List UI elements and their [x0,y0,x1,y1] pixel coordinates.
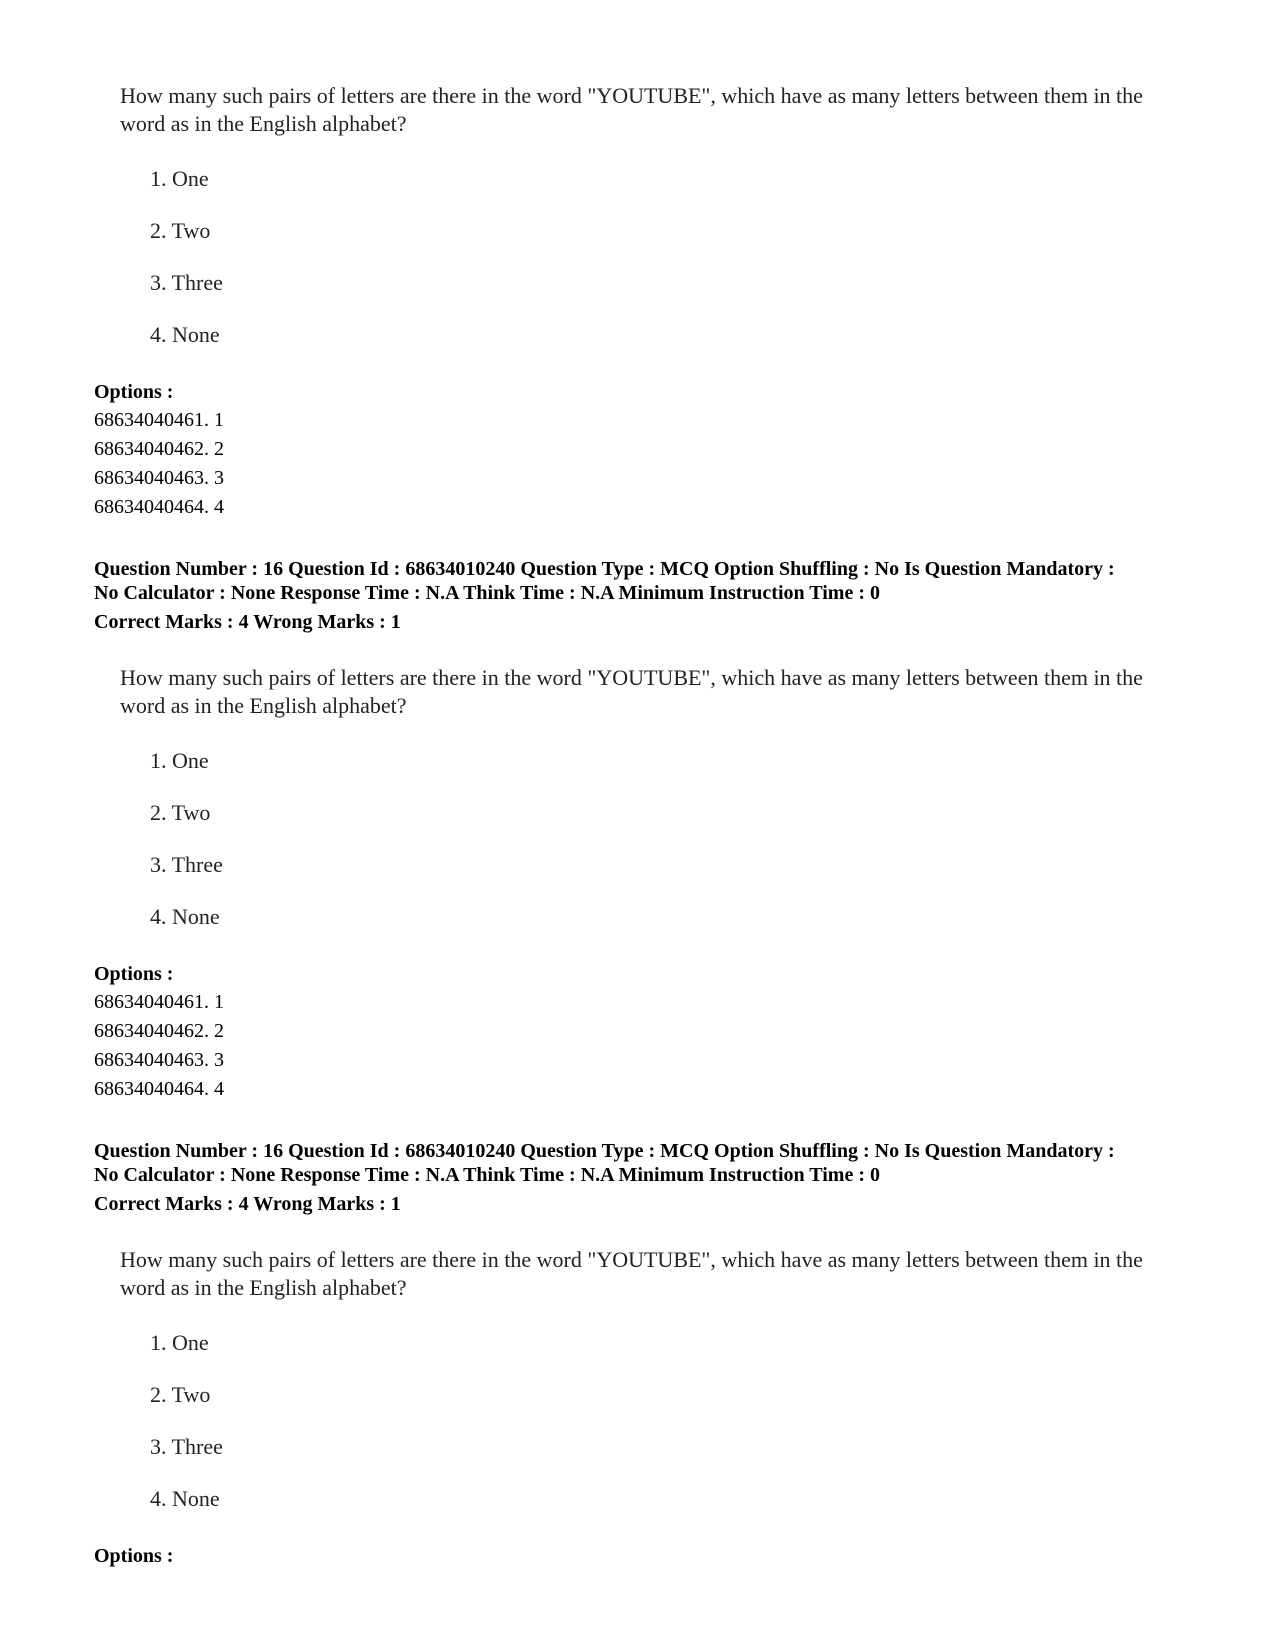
choice-item: 3. Three [150,1434,223,1459]
question-meta: Question Number : 16 Question Id : 68634010240 Question Type : MCQ Option Shuffling : No Is Question Mandatory : [94,558,1115,580]
options-label: Options : [94,381,174,403]
option-line: 68634040464. 4 [94,496,224,518]
choice-item: 1. One [150,748,209,773]
choice-item: 4. None [150,904,220,929]
options-label: Options : [94,1545,174,1567]
choice-item: 3. Three [150,270,223,295]
choice-item: 4. None [150,322,220,347]
option-line: 68634040463. 3 [94,467,224,489]
choice-item: 1. One [150,1330,209,1355]
question-text: How many such pairs of letters are there in the word "YOUTUBE", which have as many letters between them in the word as in the English alphabet? [120,83,1143,136]
question-text: How many such pairs of letters are there in the word "YOUTUBE", which have as many letters between them in the word as in the English alphabet? [120,1247,1143,1300]
option-line: 68634040462. 2 [94,1020,224,1042]
option-line: 68634040462. 2 [94,438,224,460]
options-label: Options : [94,963,174,985]
choice-item: 3. Three [150,852,223,877]
option-line: 68634040464. 4 [94,1078,224,1100]
option-line: 68634040463. 3 [94,1049,224,1071]
option-line: 68634040461. 1 [94,991,224,1013]
marks-line: Correct Marks : 4 Wrong Marks : 1 [94,611,401,633]
choice-item: 2. Two [150,1382,211,1407]
question-meta: No Calculator : None Response Time : N.A Think Time : N.A Minimum Instruction Time : 0 [94,1164,880,1186]
choice-item: 4. None [150,1486,220,1511]
choice-item: 2. Two [150,800,211,825]
marks-line: Correct Marks : 4 Wrong Marks : 1 [94,1193,401,1215]
question-meta: No Calculator : None Response Time : N.A Think Time : N.A Minimum Instruction Time : 0 [94,582,880,604]
choice-item: 2. Two [150,218,211,243]
option-line: 68634040461. 1 [94,409,224,431]
choice-item: 1. One [150,166,209,191]
question-meta: Question Number : 16 Question Id : 68634010240 Question Type : MCQ Option Shuffling : No Is Question Mandatory : [94,1140,1115,1162]
question-text: How many such pairs of letters are there in the word "YOUTUBE", which have as many letters between them in the word as in the English alphabet? [120,665,1143,718]
